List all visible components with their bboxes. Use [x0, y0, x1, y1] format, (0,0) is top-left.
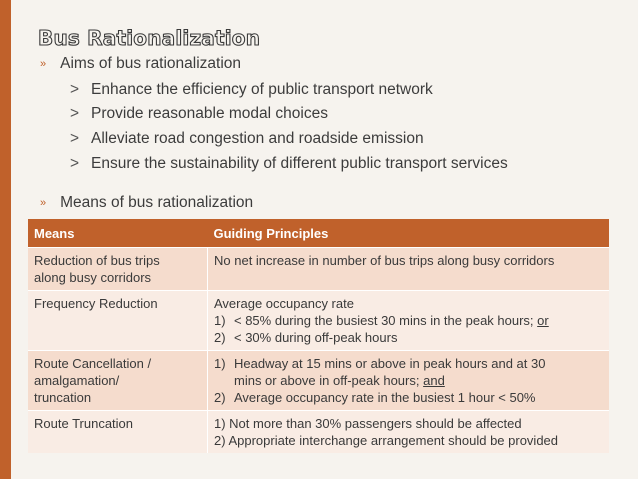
- means-cell: Frequency Reduction: [28, 291, 208, 351]
- header-means: Means: [28, 219, 208, 248]
- table-row: [28, 248, 609, 291]
- means-cell: Route Truncation: [28, 411, 208, 454]
- arrow-marker-icon: >: [70, 130, 80, 147]
- arrow-marker-icon: >: [70, 81, 80, 98]
- means-table: [28, 219, 609, 453]
- slide-title: Bus Rationalization: [38, 26, 261, 50]
- principle-cell: 1) Headway at 15 mins or above in peak hours and at 30 mins or above in off-peak hours; and 2) Average occupancy rate in the busiest 1 hour < 50%: [208, 351, 610, 411]
- principle-cell: Average occupancy rate 1) < 85% during the busiest 30 mins in the peak hours; or 2) < 30% during off-peak hours: [208, 291, 610, 351]
- table-row: [28, 351, 609, 411]
- aim-item: > Enhance the efficiency of public transport network: [70, 81, 433, 98]
- means-cell: Route Cancellation / amalgamation/ truncation: [28, 351, 208, 411]
- bullet-marker-icon: »: [40, 58, 47, 70]
- table-header-row: [28, 219, 609, 248]
- aim-item: > Alleviate road congestion and roadside emission: [70, 130, 424, 147]
- table-row: [28, 291, 609, 351]
- means-heading: » Means of bus rationalization: [40, 194, 254, 211]
- means-cell: Reduction of bus trips along busy corridors: [28, 248, 208, 291]
- arrow-marker-icon: >: [70, 155, 80, 172]
- principle-cell: 1) Not more than 30% passengers should be affected 2) Appropriate interchange arrangement should be provided: [208, 411, 610, 454]
- table-row: [28, 411, 609, 454]
- aim-item: > Ensure the sustainability of different public transport services: [70, 155, 508, 172]
- principle-cell: No net increase in number of bus trips along busy corridors: [208, 248, 610, 291]
- arrow-marker-icon: >: [70, 105, 80, 122]
- aims-heading: » Aims of bus rationalization: [40, 55, 242, 72]
- slide-accent-bar: [0, 0, 11, 479]
- aim-item: > Provide reasonable modal choices: [70, 105, 328, 122]
- header-guiding-principles: Guiding Principles: [208, 219, 610, 248]
- bullet-marker-icon: »: [40, 197, 47, 209]
